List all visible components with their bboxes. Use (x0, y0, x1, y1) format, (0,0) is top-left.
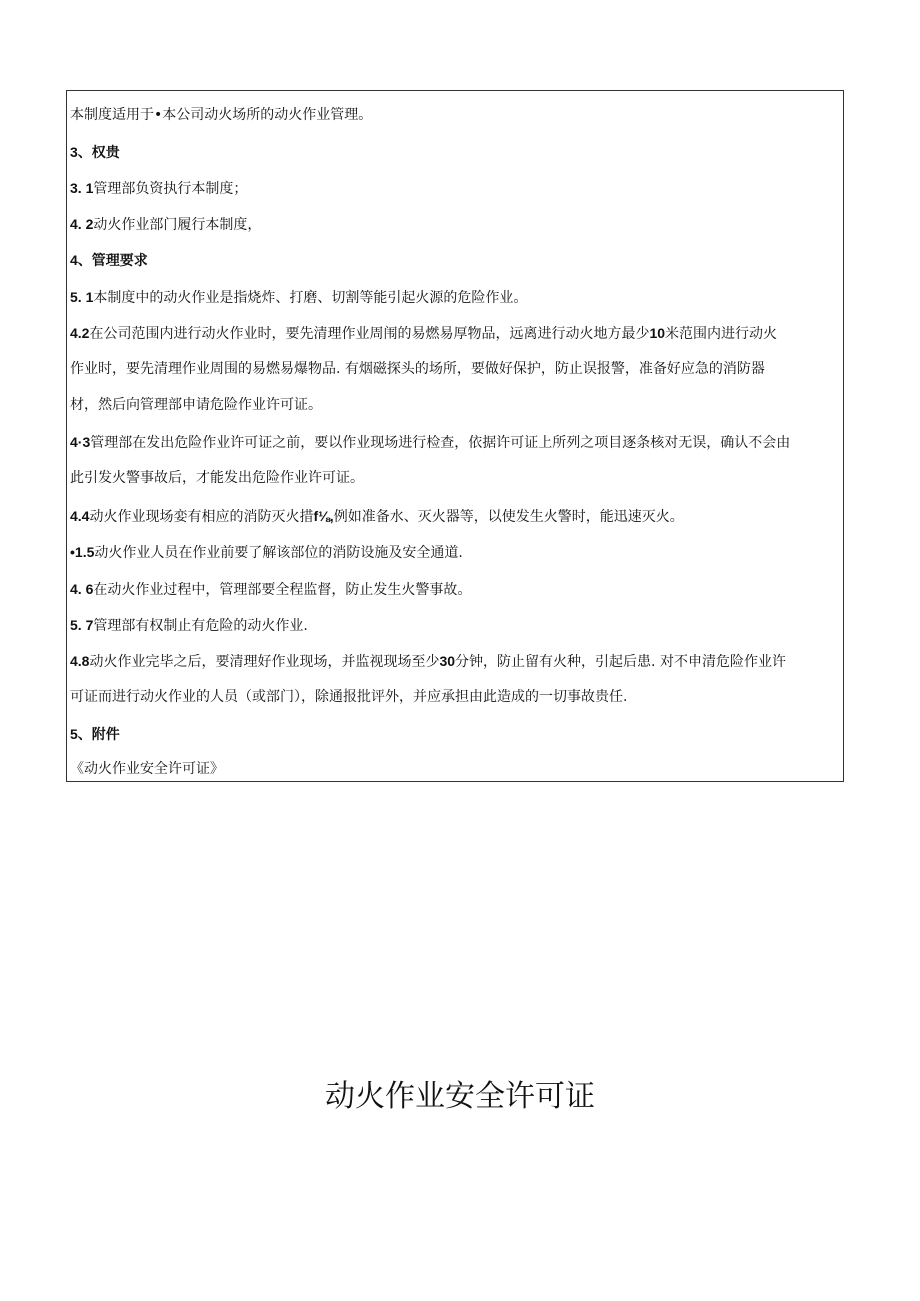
item-number-inline: 10 (649, 325, 666, 341)
item-line: 此引发火警事故后，才能发出危险作业许可证。 (70, 470, 364, 486)
section-4-heading: 4、管理要求 (70, 252, 148, 268)
section-3-item-1 (70, 178, 839, 199)
item-text: 本制度中的动火作业是指烧炸、打磨、切割等能引起火源的危险作业。 (93, 290, 528, 306)
item-number: 4.4 (70, 508, 90, 524)
item-text: 分钟，防止留有火种，引起后患. 对不申清危险作业许 (455, 654, 786, 670)
scope-text: 本制度适用于•本公司动火场所的动火作业管理。 (70, 107, 373, 123)
section-3-heading: 3、权贵 (70, 144, 120, 160)
item-text: 管理部负资执行本制度； (93, 181, 248, 197)
item-number: 4·3 (70, 434, 91, 450)
item-text: 米范围内进行动火 (665, 326, 778, 342)
permit-form-title: 动火作业安全许可证 (325, 1079, 595, 1114)
section-5-heading: 5、附件 (70, 726, 120, 742)
item-text-garbled: f⅛, (313, 508, 334, 524)
section-4-item-4 (70, 506, 839, 527)
item-line: 材，然后向管理部申请危险作业许可证。 (70, 397, 322, 413)
document-content-box (66, 90, 844, 782)
section-4-item-5 (70, 542, 839, 563)
item-number: 5. 7 (70, 617, 94, 633)
item-text: 动火作业部门履行本制度， (93, 217, 262, 233)
item-text: 在公司范围内进行动火作业时，要先清理作业周闱的易燃易厚物品，远离进行动火地方最少 (89, 326, 650, 342)
item-text: 管理部有权制止有危险的动火作业. (93, 618, 308, 634)
item-text: 管理部在发出危险作业许可证之前，要以作业现场进行检查，依据许可证上所列之项目逐条核对无误，确认不会由 (90, 435, 791, 451)
section-4-item-2 (70, 315, 839, 423)
section-4-item-1 (70, 287, 839, 308)
section-4-item-7 (70, 615, 839, 636)
item-text: 动火作业现场娈有相应的消防灭火措 (89, 509, 314, 525)
item-line (70, 643, 839, 679)
section-3-item-2 (70, 214, 839, 235)
item-text: 例如准备水、灭火器等，以使发生火警时，能迅速灭火。 (333, 509, 684, 525)
section-4-item-8 (70, 643, 839, 715)
item-text: 在动火作业过程中，管理部要全程监督，防止发生火警事故。 (93, 582, 472, 598)
item-line (70, 315, 839, 351)
item-line (70, 424, 839, 460)
item-line: 作业时，要先清理作业周围的易燃易爆物品. 有烟磁探头的场所，要做好保护，防止误报警，准备好应急的消防器 (70, 361, 765, 377)
attachment-name: 《动火作业安全许可证》 (70, 761, 224, 777)
item-text: 动火作业人员在作业前要了解该部位的消防设施及安全通道. (94, 545, 463, 561)
item-line: 可证而进行动火作业的人员（或部门），除通报批评外，并应承担由此造成的一切事故贵任. (70, 689, 628, 705)
item-number-inline: 30 (439, 653, 456, 669)
item-number: 4. 2 (70, 216, 94, 232)
item-number: 5. 1 (70, 289, 94, 305)
item-number: 4. 6 (70, 581, 94, 597)
item-number: 4.2 (70, 325, 90, 341)
item-number: 4.8 (70, 653, 90, 669)
item-number: 3. 1 (70, 180, 94, 196)
section-4-item-3 (70, 424, 839, 496)
item-number: •1.5 (70, 544, 95, 560)
section-4-item-6 (70, 579, 839, 600)
item-text: 动火作业完毕之后，要清理好作业现场，并监视现场至少 (89, 654, 440, 670)
